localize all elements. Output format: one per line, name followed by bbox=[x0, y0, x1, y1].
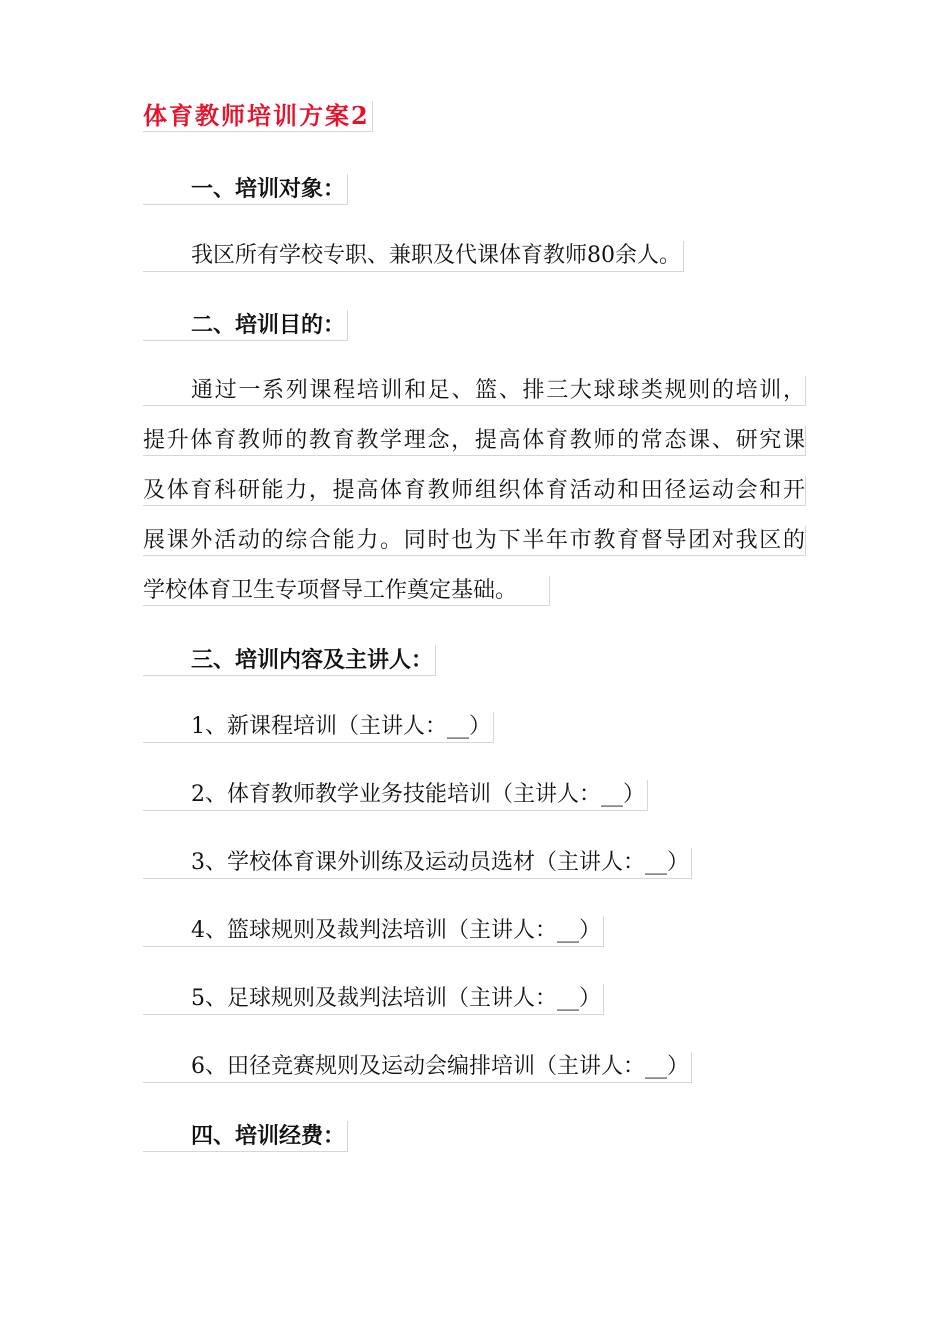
content-item: 2、体育教师教学业务技能培训（主讲人：__） bbox=[143, 780, 648, 811]
purpose-paragraph bbox=[143, 376, 806, 626]
purpose-line: 通过一系列课程培训和足、篮、排三大球球类规则的培训， bbox=[143, 376, 806, 406]
section-heading-content: 三、培训内容及主讲人： bbox=[143, 645, 436, 676]
content-item: 1、新课程培训（主讲人：__） bbox=[143, 712, 494, 743]
purpose-line: 展课外活动的综合能力。同时也为下半年市教育督导团对我区的 bbox=[143, 526, 806, 556]
content-item: 3、学校体育课外训练及运动员选材（主讲人：__） bbox=[143, 848, 692, 879]
purpose-line: 及体育科研能力，提高体育教师组织体育活动和田径运动会和开 bbox=[143, 476, 806, 506]
content-item: 6、田径竞赛规则及运动会编排培训（主讲人：__） bbox=[143, 1052, 692, 1083]
purpose-line: 提升体育教师的教育教学理念，提高体育教师的常态课、研究课 bbox=[143, 426, 806, 456]
content-item: 5、足球规则及裁判法培训（主讲人：__） bbox=[143, 984, 604, 1015]
purpose-line: 学校体育卫生专项督导工作奠定基础。 bbox=[143, 576, 550, 606]
target-paragraph: 我区所有学校专职、兼职及代课体育教师80余人。 bbox=[143, 241, 684, 272]
section-heading-funding: 四、培训经费： bbox=[143, 1121, 348, 1152]
section-heading-target: 一、培训对象： bbox=[143, 174, 348, 205]
document-title: 体育教师培训方案2 bbox=[143, 101, 373, 132]
content-item: 4、篮球规则及裁判法培训（主讲人：__） bbox=[143, 916, 604, 947]
section-heading-purpose: 二、培训目的： bbox=[143, 310, 348, 341]
